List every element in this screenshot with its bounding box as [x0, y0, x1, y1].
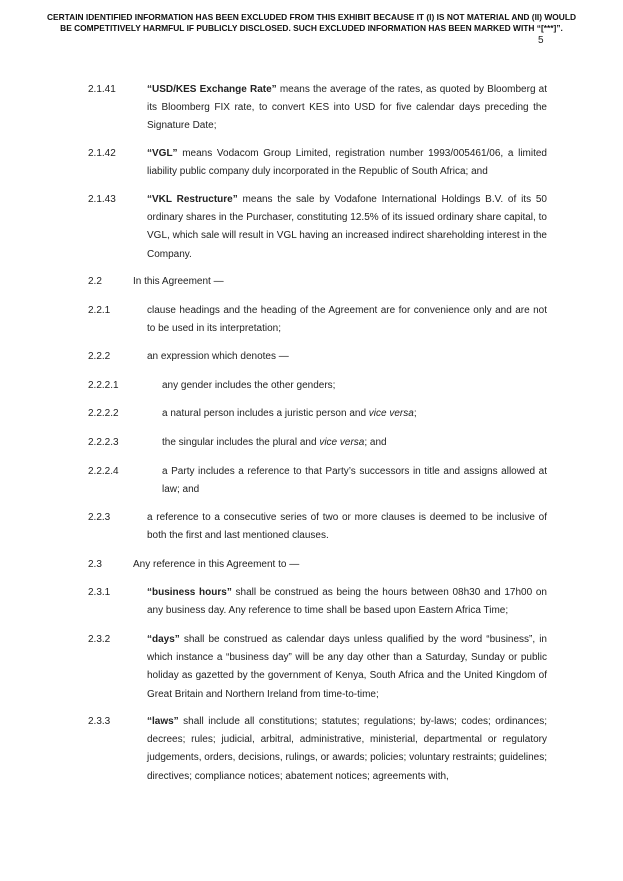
clause-number: 2.3.3	[88, 716, 111, 727]
confidentiality-header	[6, 12, 617, 33]
page-number: 5	[538, 35, 544, 46]
clause-2-3-3	[147, 713, 547, 786]
clause-2-3: Any reference in this Agreement to —	[133, 559, 300, 570]
clause-text: means the average of the rates, as quoted by Bloomberg at its Bloomberg FIX rate, to convert KES into USD for five calendar days preceding the Signature Date;	[147, 84, 547, 132]
clause-text-end: ;	[413, 408, 417, 419]
clause-2-3-2	[147, 631, 547, 704]
clause-number: 2.1.41	[88, 84, 116, 95]
clause-2-1-42	[147, 145, 547, 181]
clause-2-2-2-3	[162, 434, 547, 452]
italic-phrase: vice versa	[319, 437, 365, 448]
defined-term: “laws”	[147, 716, 179, 727]
clause-number: 2.2.2.3	[88, 437, 119, 448]
clause-text: the singular includes the plural and	[162, 437, 320, 448]
clause-text: a natural person includes a juristic person and	[162, 408, 369, 419]
clause-number: 2.3.1	[88, 587, 111, 598]
header-line-2: BE COMPETITIVELY HARMFUL IF PUBLICLY DISCLOSED. SUCH EXCLUDED INFORMATION HAS BEEN MARKED WITH “[***]”.	[60, 22, 563, 33]
defined-term: “business hours”	[147, 587, 232, 598]
clause-2-2: In this Agreement —	[133, 276, 224, 287]
defined-term: “VGL”	[147, 148, 178, 159]
clause-2-1-43	[147, 191, 547, 264]
clause-number: 2.2.2.2	[88, 408, 119, 419]
clause-number: 2.1.42	[88, 148, 116, 159]
defined-term: “USD/KES Exchange Rate”	[147, 84, 277, 95]
clause-number: 2.1.43	[88, 194, 116, 205]
clause-number: 2.2.3	[88, 512, 111, 523]
clause-number: 2.2.2.4	[88, 466, 119, 477]
clause-2-2-2-1: any gender includes the other genders;	[162, 380, 336, 391]
clause-2-2-2: an expression which denotes —	[147, 351, 289, 362]
clause-2-2-3: a reference to a consecutive series of two or more clauses is deemed to be inclusive of both the first and last mentioned clauses.	[147, 512, 547, 542]
clause-text: shall be construed as calendar days unless qualified by the word “business”, in which instance a “business day” will be any day other than a Saturday, Sunday or public holiday as gazetted by the government of Kenya, South Africa and the United Kingdom of Great Britain and Northern Ireland from time-to-time;	[147, 634, 547, 700]
clause-number: 2.2.2	[88, 351, 111, 362]
clause-text: shall include all constitutions; statutes; regulations; by-laws; codes; ordinances; decrees; rules; judicial, arbitral, administrative, ministerial, departmental or regulatory judgements, orders, decisions, rulings, or awards; policies; voluntary restraints; guidelines; directives; compliance notices; abatement notices; agreements with,	[147, 716, 547, 782]
italic-phrase: vice versa	[368, 408, 414, 419]
clause-2-2-2-2	[162, 405, 547, 423]
clause-2-2-1: clause headings and the heading of the Agreement are for convenience only and are not to be used in its interpretation;	[147, 305, 547, 335]
clause-2-2-2-4: a Party includes a reference to that Party’s successors in title and assigns allowed at law; and	[162, 466, 547, 496]
defined-term: “days”	[147, 634, 180, 645]
clause-number: 2.2.2.1	[88, 380, 119, 391]
clause-text: shall be construed as being the hours between 08h30 and 17h00 on any business day. Any reference to time shall be based upon Eastern Africa Time;	[147, 587, 547, 617]
clause-number: 2.2.1	[88, 305, 111, 316]
clause-2-1-41	[147, 81, 547, 136]
clause-text: means the sale by Vodafone International Holdings B.V. of its 50 ordinary shares in the Purchaser, constituting 12.5% of its issued ordinary share capital, to VGL, which sale will result in VGL having an increased indirect shareholding interest in the Company.	[147, 194, 547, 260]
clause-text-end: ; and	[364, 437, 387, 448]
defined-term: “VKL Restructure”	[147, 194, 238, 205]
header-line-1: CERTAIN IDENTIFIED INFORMATION HAS BEEN EXCLUDED FROM THIS EXHIBIT BECAUSE IT (I) IS NOT MATERIAL AND (II) WOULD	[46, 12, 576, 22]
clause-number: 2.3.2	[88, 634, 111, 645]
clause-2-3-1	[147, 584, 547, 620]
clause-number: 2.2	[88, 276, 102, 287]
clause-number: 2.3	[88, 559, 102, 570]
clause-text: means Vodacom Group Limited, registration number 1993/005461/06, a limited liability public company duly incorporated in the Republic of South Africa; and	[147, 148, 547, 178]
